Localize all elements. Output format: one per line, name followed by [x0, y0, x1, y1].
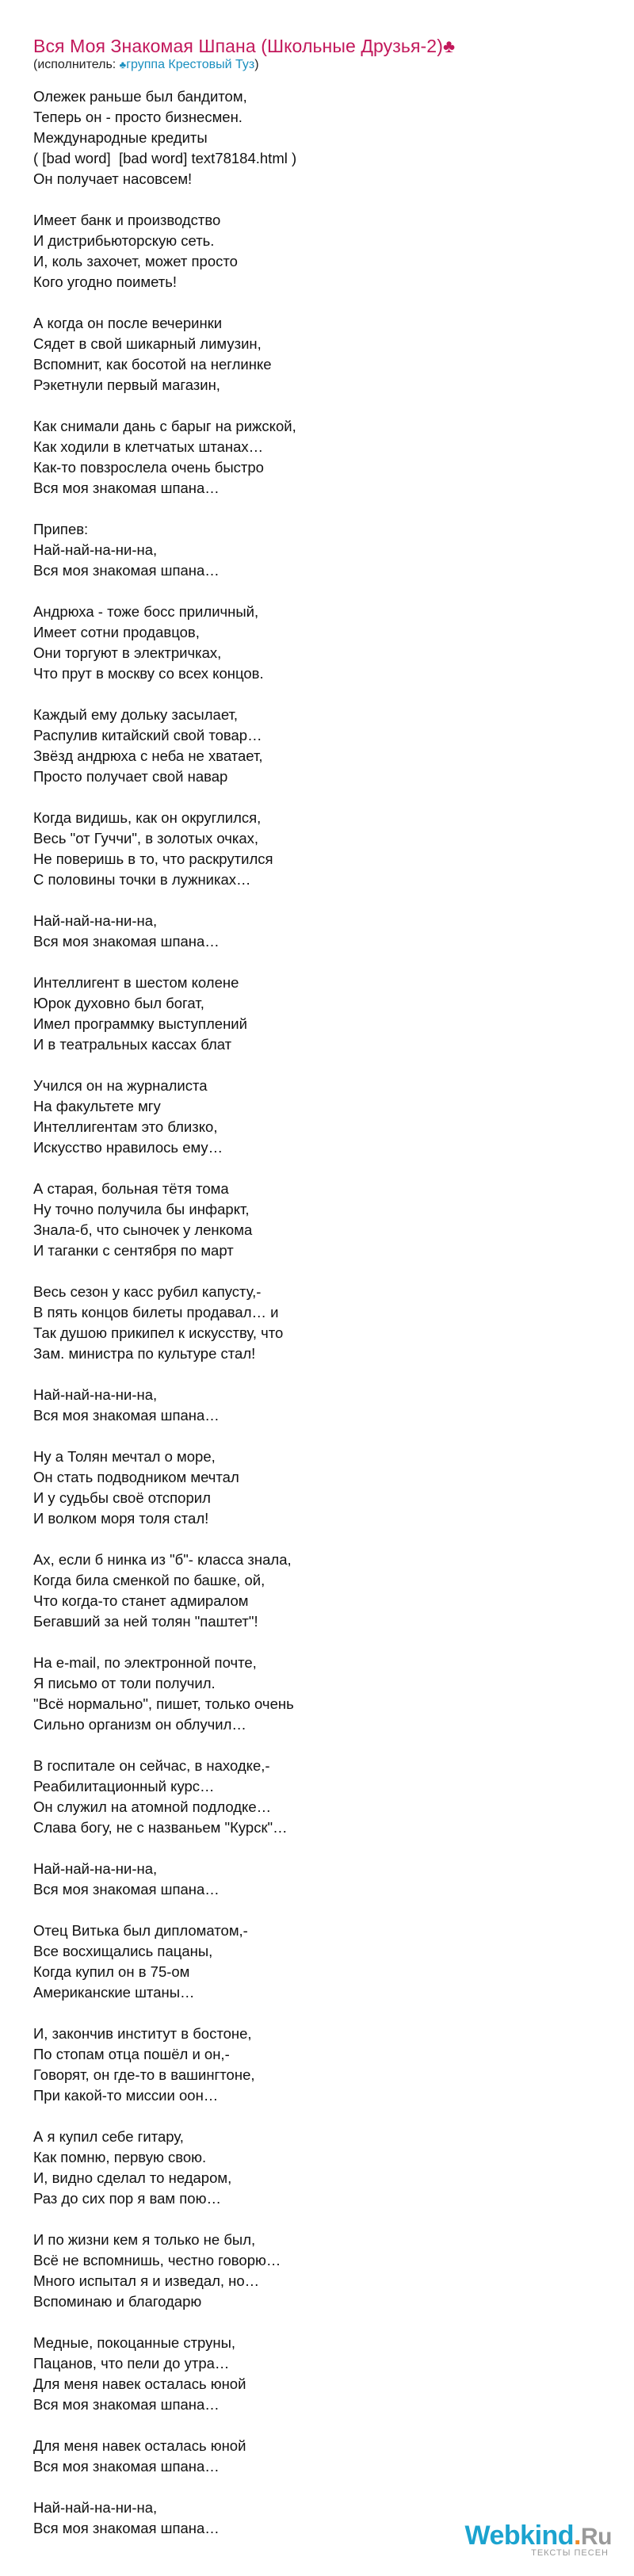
- lyric-line: Просто получает свой навар: [33, 768, 228, 785]
- lyric-line: И таганки с сентября по март: [33, 1242, 234, 1259]
- lyric-line: Пацанов, что пели до утра…: [33, 2355, 230, 2372]
- lyric-line: Когда купил он в 75-ом: [33, 1963, 190, 1980]
- stanza: [33, 2024, 620, 2106]
- lyric-line: Най-най-на-ни-на,: [33, 1860, 158, 1877]
- lyric-line: Кого угодно поиметь!: [33, 273, 178, 290]
- stanza: [33, 705, 620, 787]
- lyric-line: Международные кредиты: [33, 129, 208, 146]
- lyric-line: "Всё нормально", пишет, только очень: [33, 1695, 294, 1712]
- lyric-line: Всё не вспомнишь, честно говорю…: [33, 2252, 281, 2268]
- lyric-line: Вся моя знакомая шпана…: [33, 1881, 220, 1898]
- lyric-line: Теперь он - просто бизнесмен.: [33, 109, 243, 125]
- stanza: [33, 2333, 620, 2415]
- stanza: [33, 1921, 620, 2003]
- lyric-line: Интеллигент в шестом колене: [33, 974, 239, 991]
- lyric-line: Ах, если б нинка из "б"- класса знала,: [33, 1551, 292, 1568]
- lyric-line: И по жизни кем я только не был,: [33, 2231, 256, 2248]
- lyrics-body: [33, 86, 620, 2559]
- song-title-text: Вся Моя Знакомая Шпана (Школьные Друзья-2): [33, 36, 443, 57]
- stanza: [33, 519, 620, 581]
- stanza: [33, 1385, 620, 1426]
- lyric-line: Что прут в москву со всех концов.: [33, 665, 264, 682]
- lyric-line: Сильно организм он облучил…: [33, 1716, 246, 1733]
- lyric-line: Распулив китайский свой товар…: [33, 727, 262, 743]
- lyric-line: Учился он на журналиста: [33, 1077, 208, 1094]
- stanza: [33, 2127, 620, 2209]
- stanza: [33, 1859, 620, 1900]
- logo-wordmark: [465, 2521, 613, 2551]
- stanza: [33, 808, 620, 890]
- stanza: [33, 210, 620, 292]
- lyric-line: Рэкетнули первый магазин,: [33, 376, 220, 393]
- lyric-line: Зам. министра по культуре стал!: [33, 1345, 256, 1362]
- logo-tld: Ru: [581, 2524, 612, 2550]
- lyric-line: Раз до сих пор я вам пою…: [33, 2190, 221, 2207]
- lyric-line: Они торгуют в электричках,: [33, 644, 222, 661]
- stanza: [33, 911, 620, 952]
- lyric-line: Бегавший за ней толян "паштет"!: [33, 1613, 258, 1630]
- lyric-line: Юрок духовно был богат,: [33, 995, 204, 1011]
- lyric-line: Отец Витька был дипломатом,-: [33, 1922, 248, 1939]
- lyric-line: Для меня навек осталась юной: [33, 2437, 246, 2454]
- lyric-line: Так душою прикипел к искусству, что: [33, 1324, 284, 1341]
- lyric-line: Сядет в свой шикарный лимузин,: [33, 335, 262, 352]
- lyric-line: Най-най-на-ни-на,: [33, 541, 158, 558]
- lyric-line: Слава богу, не с названьем "Курск"…: [33, 1819, 288, 1836]
- lyric-line: Искусство нравилось ему…: [33, 1139, 223, 1156]
- lyric-line: Он стать подводником мечтал: [33, 1469, 239, 1485]
- lyric-line: Реабилитационный курс…: [33, 1778, 215, 1794]
- lyric-line: Говорят, он где-то в вашингтоне,: [33, 2066, 255, 2083]
- lyric-line: Вспоминаю и благодарю: [33, 2293, 202, 2310]
- stanza: [33, 1550, 620, 1632]
- lyric-line: По стопам отца пошёл и он,-: [33, 2046, 230, 2062]
- performer-suffix: ): [254, 58, 259, 71]
- song-title: [33, 36, 455, 57]
- lyric-line: Много испытал я и изведал, но…: [33, 2272, 260, 2289]
- stanza: [33, 1076, 620, 1158]
- lyric-line: Когда видишь, как он округлился,: [33, 809, 262, 826]
- stanza: [33, 1447, 620, 1529]
- stanza: [33, 313, 620, 396]
- lyric-line: Для меня навек осталась юной: [33, 2375, 246, 2392]
- lyric-line: Весь "от Гуччи", в золотых очках,: [33, 830, 259, 847]
- lyric-line: Медные, покоцанные струны,: [33, 2334, 236, 2351]
- lyric-line: Имел программку выступлений: [33, 1015, 247, 1032]
- lyric-line: Американские штаны…: [33, 1984, 195, 2001]
- lyric-line: Вся моя знакомая шпана…: [33, 1407, 220, 1424]
- lyric-line: Най-най-на-ни-на,: [33, 1386, 158, 1403]
- lyric-line: А когда он после вечеринки: [33, 315, 223, 331]
- lyric-line: Най-най-на-ни-на,: [33, 912, 158, 929]
- lyric-line: И у судьбы своё отспорил: [33, 1489, 211, 1506]
- lyric-line: Не поверишь в то, что раскрутился: [33, 850, 273, 867]
- lyric-line: Вся моя знакомая шпана…: [33, 480, 220, 496]
- lyric-line: Вспомнит, как босотой на неглинке: [33, 356, 272, 373]
- lyric-line: Вся моя знакомая шпана…: [33, 2520, 220, 2536]
- lyric-line: Все восхищались пацаны,: [33, 1943, 213, 1959]
- lyric-line: Я письмо от толи получил.: [33, 1675, 216, 1691]
- stanza: [33, 2230, 620, 2312]
- performer-name: группа Крестовый Туз: [126, 58, 255, 71]
- club-flag-icon: ♣: [119, 59, 127, 71]
- lyric-line: Вся моя знакомая шпана…: [33, 562, 220, 579]
- lyric-line: На e-mail, по электронной почте,: [33, 1654, 257, 1671]
- lyric-line: Имеет сотни продавцов,: [33, 624, 200, 640]
- logo-dot: .: [574, 2521, 581, 2551]
- lyric-line: Весь сезон у касс рубил капусту,-: [33, 1283, 262, 1300]
- stanza: [33, 86, 620, 189]
- stanza: [33, 1756, 620, 1838]
- lyric-line: Как помню, первую свою.: [33, 2149, 207, 2165]
- lyric-line: Он служил на атомной подлодке…: [33, 1798, 272, 1815]
- lyric-line: И, видно сделал то недаром,: [33, 2169, 232, 2186]
- lyric-line: Знала-б, что сыночек у ленкома: [33, 1221, 253, 1238]
- stanza: [33, 1179, 620, 1261]
- lyric-line: Он получает насовсем!: [33, 170, 193, 187]
- lyric-line: Когда била сменкой по башке, ой,: [33, 1572, 265, 1588]
- lyric-line: Имеет банк и производство: [33, 212, 221, 228]
- performer-link[interactable]: [120, 58, 255, 71]
- lyric-line: С половины точки в лужниках…: [33, 871, 251, 888]
- stanza: [33, 2436, 620, 2477]
- lyric-line: И дистрибьюторскую сеть.: [33, 232, 215, 249]
- lyric-line: В госпитале он сейчас, в находке,-: [33, 1757, 270, 1774]
- lyric-line: Припев:: [33, 521, 89, 537]
- stanza: [33, 416, 620, 499]
- lyric-line: И, закончив институт в бостоне,: [33, 2025, 252, 2042]
- stanza: [33, 602, 620, 684]
- lyric-line: И в театральных кассах блат: [33, 1036, 232, 1053]
- lyric-line: При какой-то миссии оон…: [33, 2087, 219, 2104]
- lyric-line: Как-то повзрослела очень быстро: [33, 459, 264, 476]
- logo-tagline: ТЕКСТЫ ПЕСЕН: [531, 2548, 609, 2558]
- performer-prefix: (исполнитель:: [33, 58, 120, 71]
- webkind-logo[interactable]: [465, 2521, 613, 2558]
- lyric-line: Вся моя знакомая шпана…: [33, 933, 220, 950]
- lyric-line: Андрюха - тоже босс приличный,: [33, 603, 259, 620]
- performer-line: [33, 58, 259, 72]
- club-suit-icon: ♣: [442, 36, 456, 57]
- lyric-line: Каждый ему дольку засылает,: [33, 706, 239, 723]
- lyric-line: И волком моря толя стал!: [33, 1510, 209, 1527]
- lyric-line: Вся моя знакомая шпана…: [33, 2396, 220, 2413]
- lyric-line: ( [bad word] [bad word] text78184.html ): [33, 150, 297, 166]
- lyric-line: Ну а Толян мечтал о море,: [33, 1448, 216, 1465]
- lyric-line: Интеллигентам это близко,: [33, 1118, 218, 1135]
- lyric-line: Как снимали дань с барыг на рижской,: [33, 418, 296, 434]
- lyric-line: А старая, больная тётя тома: [33, 1180, 229, 1197]
- lyric-line: Что когда-то станет адмиралом: [33, 1592, 249, 1609]
- stanza: [33, 973, 620, 1055]
- lyric-line: В пять концов билеты продавал… и: [33, 1304, 279, 1320]
- lyric-line: Ну точно получила бы инфаркт,: [33, 1201, 250, 1217]
- lyric-line: И, коль захочет, может просто: [33, 253, 238, 269]
- lyric-line: Звёзд андрюха с неба не хватает,: [33, 747, 263, 764]
- lyric-line: Най-най-на-ни-на,: [33, 2499, 158, 2516]
- stanza: [33, 1282, 620, 1364]
- logo-main-text: Webkind: [464, 2521, 575, 2551]
- lyric-line: Олежек раньше был бандитом,: [33, 88, 247, 105]
- lyric-line: Как ходили в клетчатых штанах…: [33, 438, 264, 455]
- stanza: [33, 1653, 620, 1735]
- lyric-line: На факультете мгу: [33, 1098, 161, 1114]
- lyric-line: Вся моя знакомая шпана…: [33, 2458, 220, 2475]
- lyric-line: А я купил себе гитару,: [33, 2128, 184, 2145]
